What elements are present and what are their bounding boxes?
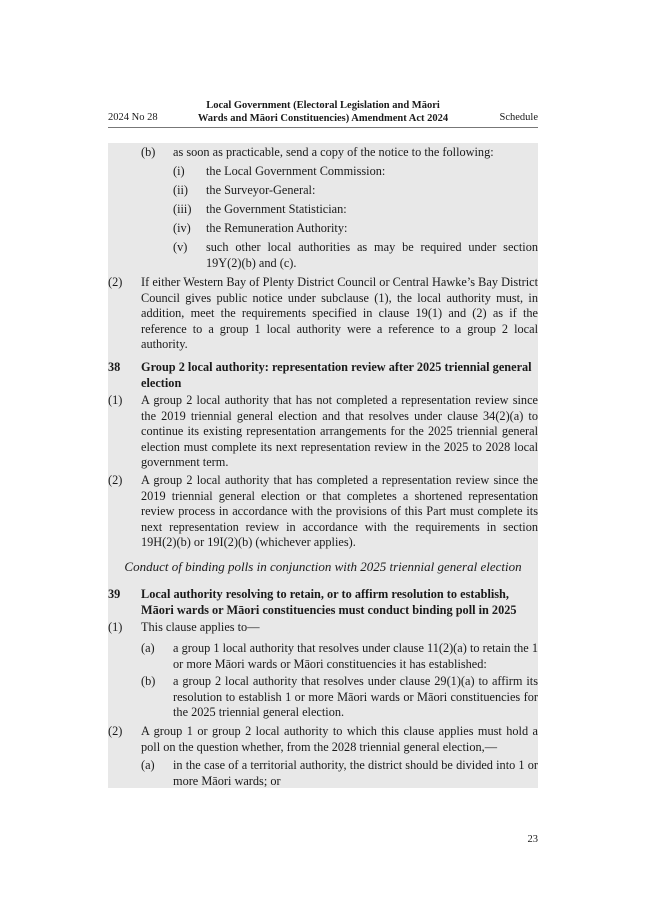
subparagraph-label: (v) bbox=[173, 240, 188, 254]
paragraph-text: in the case of a territorial authority, the district should be divided into 1 or more Māori wards; or bbox=[173, 758, 538, 788]
paragraph-text: a group 1 local authority that resolves under clause 11(2)(a) to retain the 1 or more Māori wards or Māori constituencies it has established: bbox=[173, 641, 538, 671]
paragraph-label: (b) bbox=[141, 145, 156, 159]
page-number: 23 bbox=[527, 834, 538, 845]
subclause-text: A group 2 local authority that has completed a representation review since the 2019 triennial general election or that completes a shortened representation review process in accordance with the provisions of this Part must complete its next representation review in accordance with the requirements in section 19H(2)(b) or 19I(2)(b) (whichever applies). bbox=[141, 473, 538, 550]
schedule-body bbox=[108, 143, 538, 788]
subparagraph-label: (i) bbox=[173, 164, 185, 178]
header-title-line-2: Wards and Māori Constituencies) Amendment Act 2024 bbox=[197, 113, 449, 124]
paragraph-label: (a) bbox=[141, 641, 155, 655]
cross-heading: Conduct of binding polls in conjunction with 2025 triennial general election bbox=[124, 559, 522, 574]
paragraph-label: (a) bbox=[141, 758, 155, 772]
paragraph-text: a group 2 local authority that resolves under clause 29(1)(a) to affirm its resolution to establish 1 or more Māori wards or Māori constituencies for the 2025 triennial general election. bbox=[173, 674, 538, 720]
subclause-label: (1) bbox=[108, 393, 123, 407]
header-schedule: Schedule bbox=[499, 112, 538, 123]
header-act-title bbox=[108, 99, 538, 125]
subparagraph-text: the Surveyor-General: bbox=[206, 183, 316, 197]
section-number: 38 bbox=[108, 360, 121, 374]
header-title-line-1: Local Government (Electoral Legislation and Māori bbox=[206, 100, 440, 111]
subclause-text: A group 1 or group 2 local authority to which this clause applies must hold a poll on the question whether, from the 2028 triennial general election,— bbox=[141, 724, 538, 754]
subparagraph-label: (iii) bbox=[173, 202, 192, 216]
subparagraph-text: such other local authorities as may be required under section 19Y(2)(b) and (c). bbox=[206, 240, 538, 270]
subparagraph-label: (iv) bbox=[173, 221, 191, 235]
subparagraph-text: the Government Statistician: bbox=[206, 202, 347, 216]
paragraph-text: as soon as practicable, send a copy of the notice to the following: bbox=[173, 145, 494, 159]
header-rule bbox=[108, 127, 538, 128]
subparagraph-text: the Local Government Commission: bbox=[206, 164, 386, 178]
subclause-text: A group 2 local authority that has not completed a representation review since the 2019 triennial general election and that resolves under clause 34(2)(a) to continue its existing representation arrangements for the 2025 triennial general election must complete its next representation review in the 2025 to 2028 local government term. bbox=[141, 393, 538, 470]
subclause-text: This clause applies to— bbox=[141, 620, 260, 634]
section-title: Local authority resolving to retain, or to affirm resolution to establish, Māori wards or Māori constituencies must conduct binding poll in 2025 bbox=[141, 587, 517, 617]
subparagraph-text: the Remuneration Authority: bbox=[206, 221, 348, 235]
section-number: 39 bbox=[108, 587, 121, 601]
subclause-text: If either Western Bay of Plenty District Council or Central Hawke’s Bay District Council gives public notice under subclause (1), the local authority must, in addition, meet the requirements specified in clause 19(1) and (2) as if the reference to a group 1 local authority were a reference to a group 2 local authority. bbox=[141, 275, 538, 352]
subclause-label: (2) bbox=[108, 724, 123, 738]
subclause-label: (2) bbox=[108, 275, 123, 289]
header-act-number: 2024 No 28 bbox=[108, 112, 158, 123]
paragraph-label: (b) bbox=[141, 674, 156, 688]
subclause-label: (1) bbox=[108, 620, 123, 634]
section-title: Group 2 local authority: representation review after 2025 triennial general election bbox=[141, 360, 532, 390]
subparagraph-label: (ii) bbox=[173, 183, 189, 197]
running-header bbox=[108, 99, 538, 131]
subclause-label: (2) bbox=[108, 473, 123, 487]
